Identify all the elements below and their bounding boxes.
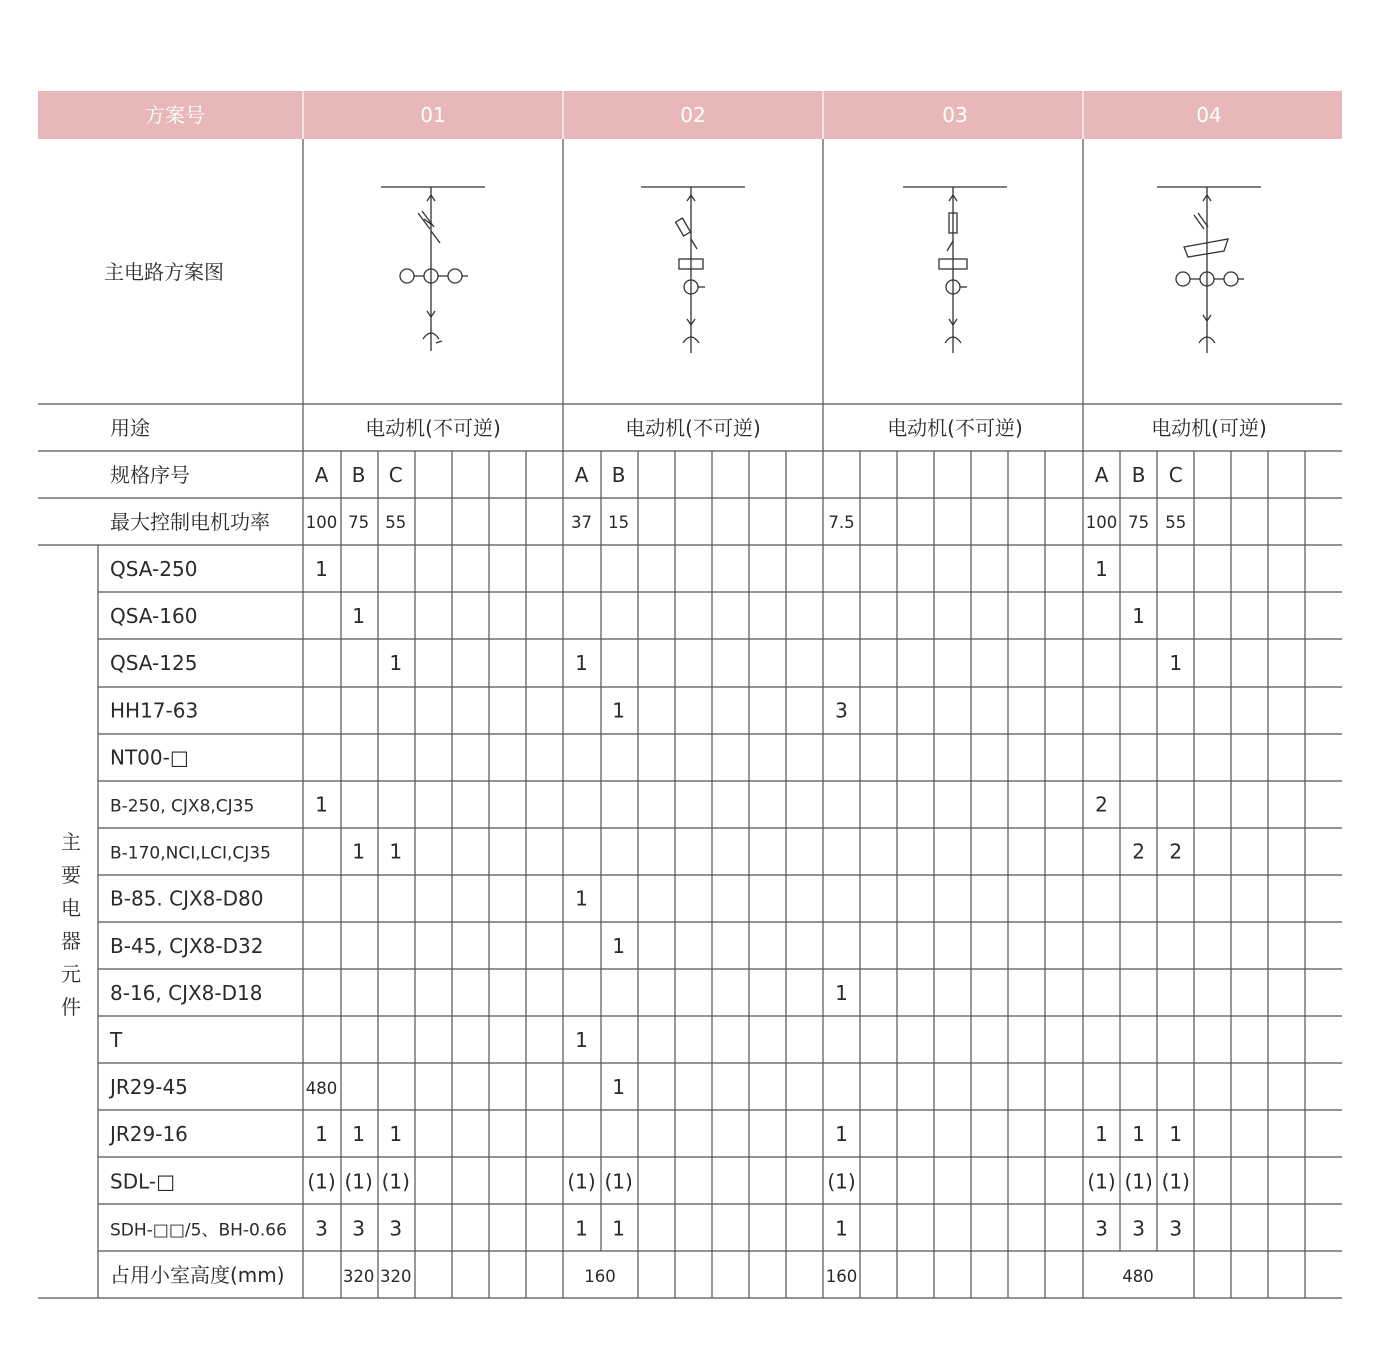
height-cell: 480	[1122, 1267, 1154, 1286]
component-cell: 1	[835, 1216, 848, 1241]
component-cell: 1	[389, 1122, 403, 1147]
component-rows	[108, 557, 1190, 1240]
component-cell: 2	[1169, 839, 1183, 864]
component-cell: 1	[575, 886, 588, 911]
height-cell: 320	[380, 1267, 412, 1286]
component-cell: 3	[352, 1216, 366, 1241]
component-cell: (1)	[1124, 1169, 1153, 1194]
spec-table	[38, 91, 1342, 1299]
component-cell: (1)	[344, 1169, 373, 1194]
spec-cell: C	[1168, 463, 1183, 487]
component-name: B-45, CJX8-D32	[110, 933, 264, 958]
component-cell: 3	[1095, 1216, 1108, 1241]
component-cell: 1	[315, 792, 328, 817]
scheme-02-header: 02	[680, 103, 706, 127]
circuit-diagram-01	[381, 187, 485, 351]
component-cell: 2	[1132, 839, 1146, 864]
component-cell: 1	[575, 1028, 588, 1052]
usage-04: 电动机(可逆)	[1151, 416, 1267, 440]
component-cell: 1	[612, 1216, 626, 1241]
component-name: HH17-63	[110, 698, 199, 723]
power-cell: 75	[1128, 513, 1150, 532]
component-cell: 1	[835, 980, 848, 1005]
component-cell: 1	[575, 1216, 588, 1241]
component-cell: 1	[1132, 1122, 1146, 1147]
component-name: SDH-□□/5、BH-0.66	[110, 1220, 287, 1241]
usage-01: 电动机(不可逆)	[365, 416, 501, 440]
spec-number-label: 规格序号	[110, 463, 190, 487]
compartment-height-label: 占用小室高度(mm)	[110, 1263, 285, 1287]
spec-cell: A	[574, 463, 589, 487]
spec-cell: B	[611, 463, 626, 487]
spec-cell: A	[1094, 463, 1109, 487]
component-cell: (1)	[1087, 1169, 1116, 1194]
spec-cell: B	[351, 463, 366, 487]
component-cell: 1	[612, 933, 626, 958]
power-cell: 100	[1085, 513, 1118, 532]
power-cell: 55	[385, 513, 407, 532]
component-cell: 1	[1095, 557, 1108, 581]
power-cell: 7.5	[828, 513, 855, 532]
component-name: B-250, CJX8,CJ35	[110, 796, 255, 817]
component-cell: 1	[389, 839, 403, 864]
power-cell: 100	[305, 513, 338, 532]
component-cell: (1)	[827, 1169, 856, 1194]
component-cell: 1	[352, 839, 366, 864]
component-name: 8-16, CJX8-D18	[110, 980, 263, 1005]
component-cell: 3	[1169, 1216, 1183, 1241]
component-name: B-85. CJX8-D80	[110, 886, 264, 911]
scheme-number-label: 方案号	[145, 103, 205, 127]
component-cell: 1	[612, 698, 626, 723]
scheme-03-header: 03	[942, 103, 968, 127]
circuit-diagram-03	[903, 187, 1007, 353]
component-cell: 1	[1095, 1122, 1108, 1147]
scheme-01-header: 01	[420, 103, 446, 127]
component-cell: 1	[1169, 651, 1183, 676]
component-cell: (1)	[604, 1169, 633, 1194]
component-cell: 3	[1132, 1216, 1146, 1241]
circuit-diagram-02	[641, 187, 745, 353]
svg-text:器: 器	[61, 929, 81, 953]
component-name: QSA-250	[110, 557, 198, 581]
component-cell: 1	[389, 651, 403, 676]
component-cell: 1	[1132, 604, 1146, 629]
svg-text:电: 电	[61, 896, 81, 920]
component-name: QSA-160	[110, 604, 198, 629]
component-name: NT00-□	[110, 745, 189, 770]
component-cell: 1	[352, 604, 366, 629]
component-cell: 1	[352, 1122, 366, 1147]
svg-text:件: 件	[61, 995, 81, 1019]
spec-cell: A	[314, 463, 329, 487]
component-cell: 3	[389, 1216, 403, 1241]
svg-text:元: 元	[61, 962, 81, 986]
component-name: JR29-45	[110, 1075, 188, 1100]
component-cell: 1	[315, 1122, 328, 1147]
component-cell: (1)	[307, 1169, 336, 1194]
component-cell: 480	[305, 1079, 338, 1099]
power-cell: 75	[348, 513, 370, 532]
component-name: B-170,NCI,LCI,CJ35	[110, 843, 271, 864]
height-cell: 320	[342, 1267, 375, 1286]
component-cell: 1	[612, 1075, 626, 1100]
component-name: JR29-16	[110, 1122, 188, 1147]
component-cell: 1	[575, 651, 588, 676]
component-cell: 3	[315, 1216, 328, 1241]
circuit-diagram-04	[1157, 187, 1261, 353]
usage-03: 电动机(不可逆)	[887, 416, 1023, 440]
component-cell: 2	[1095, 792, 1108, 817]
component-group-label	[61, 830, 81, 1019]
scheme-04-header: 04	[1196, 103, 1222, 127]
usage-label: 用途	[110, 416, 150, 440]
spec-cell: C	[388, 463, 403, 487]
svg-text:要: 要	[61, 863, 81, 887]
component-name: T	[110, 1028, 123, 1052]
height-cell: 160	[825, 1267, 858, 1286]
component-cell: (1)	[567, 1169, 596, 1194]
current-transformer-symbol	[400, 269, 414, 283]
component-cell: 1	[835, 1122, 848, 1147]
max-motor-power-label: 最大控制电机功率	[110, 510, 270, 534]
fuse-symbol	[676, 218, 691, 236]
component-cell: (1)	[381, 1169, 410, 1194]
component-name: SDL-□	[110, 1169, 175, 1194]
component-name: QSA-125	[110, 651, 198, 676]
component-cell: 3	[835, 698, 848, 723]
spec-cell: B	[1131, 463, 1146, 487]
thermal-relay-symbol	[1184, 239, 1228, 257]
component-cell: (1)	[1161, 1169, 1190, 1194]
power-cell: 55	[1165, 513, 1187, 532]
svg-text:主: 主	[61, 830, 81, 854]
table-grid	[38, 139, 1342, 1298]
usage-02: 电动机(不可逆)	[625, 416, 761, 440]
component-cell: 1	[1169, 1122, 1183, 1147]
power-cell: 37	[571, 513, 593, 532]
power-cell: 15	[608, 513, 630, 532]
component-cell: 1	[315, 557, 328, 581]
height-cell: 160	[584, 1267, 616, 1286]
circuit-diagram-label: 主电路方案图	[104, 260, 224, 284]
